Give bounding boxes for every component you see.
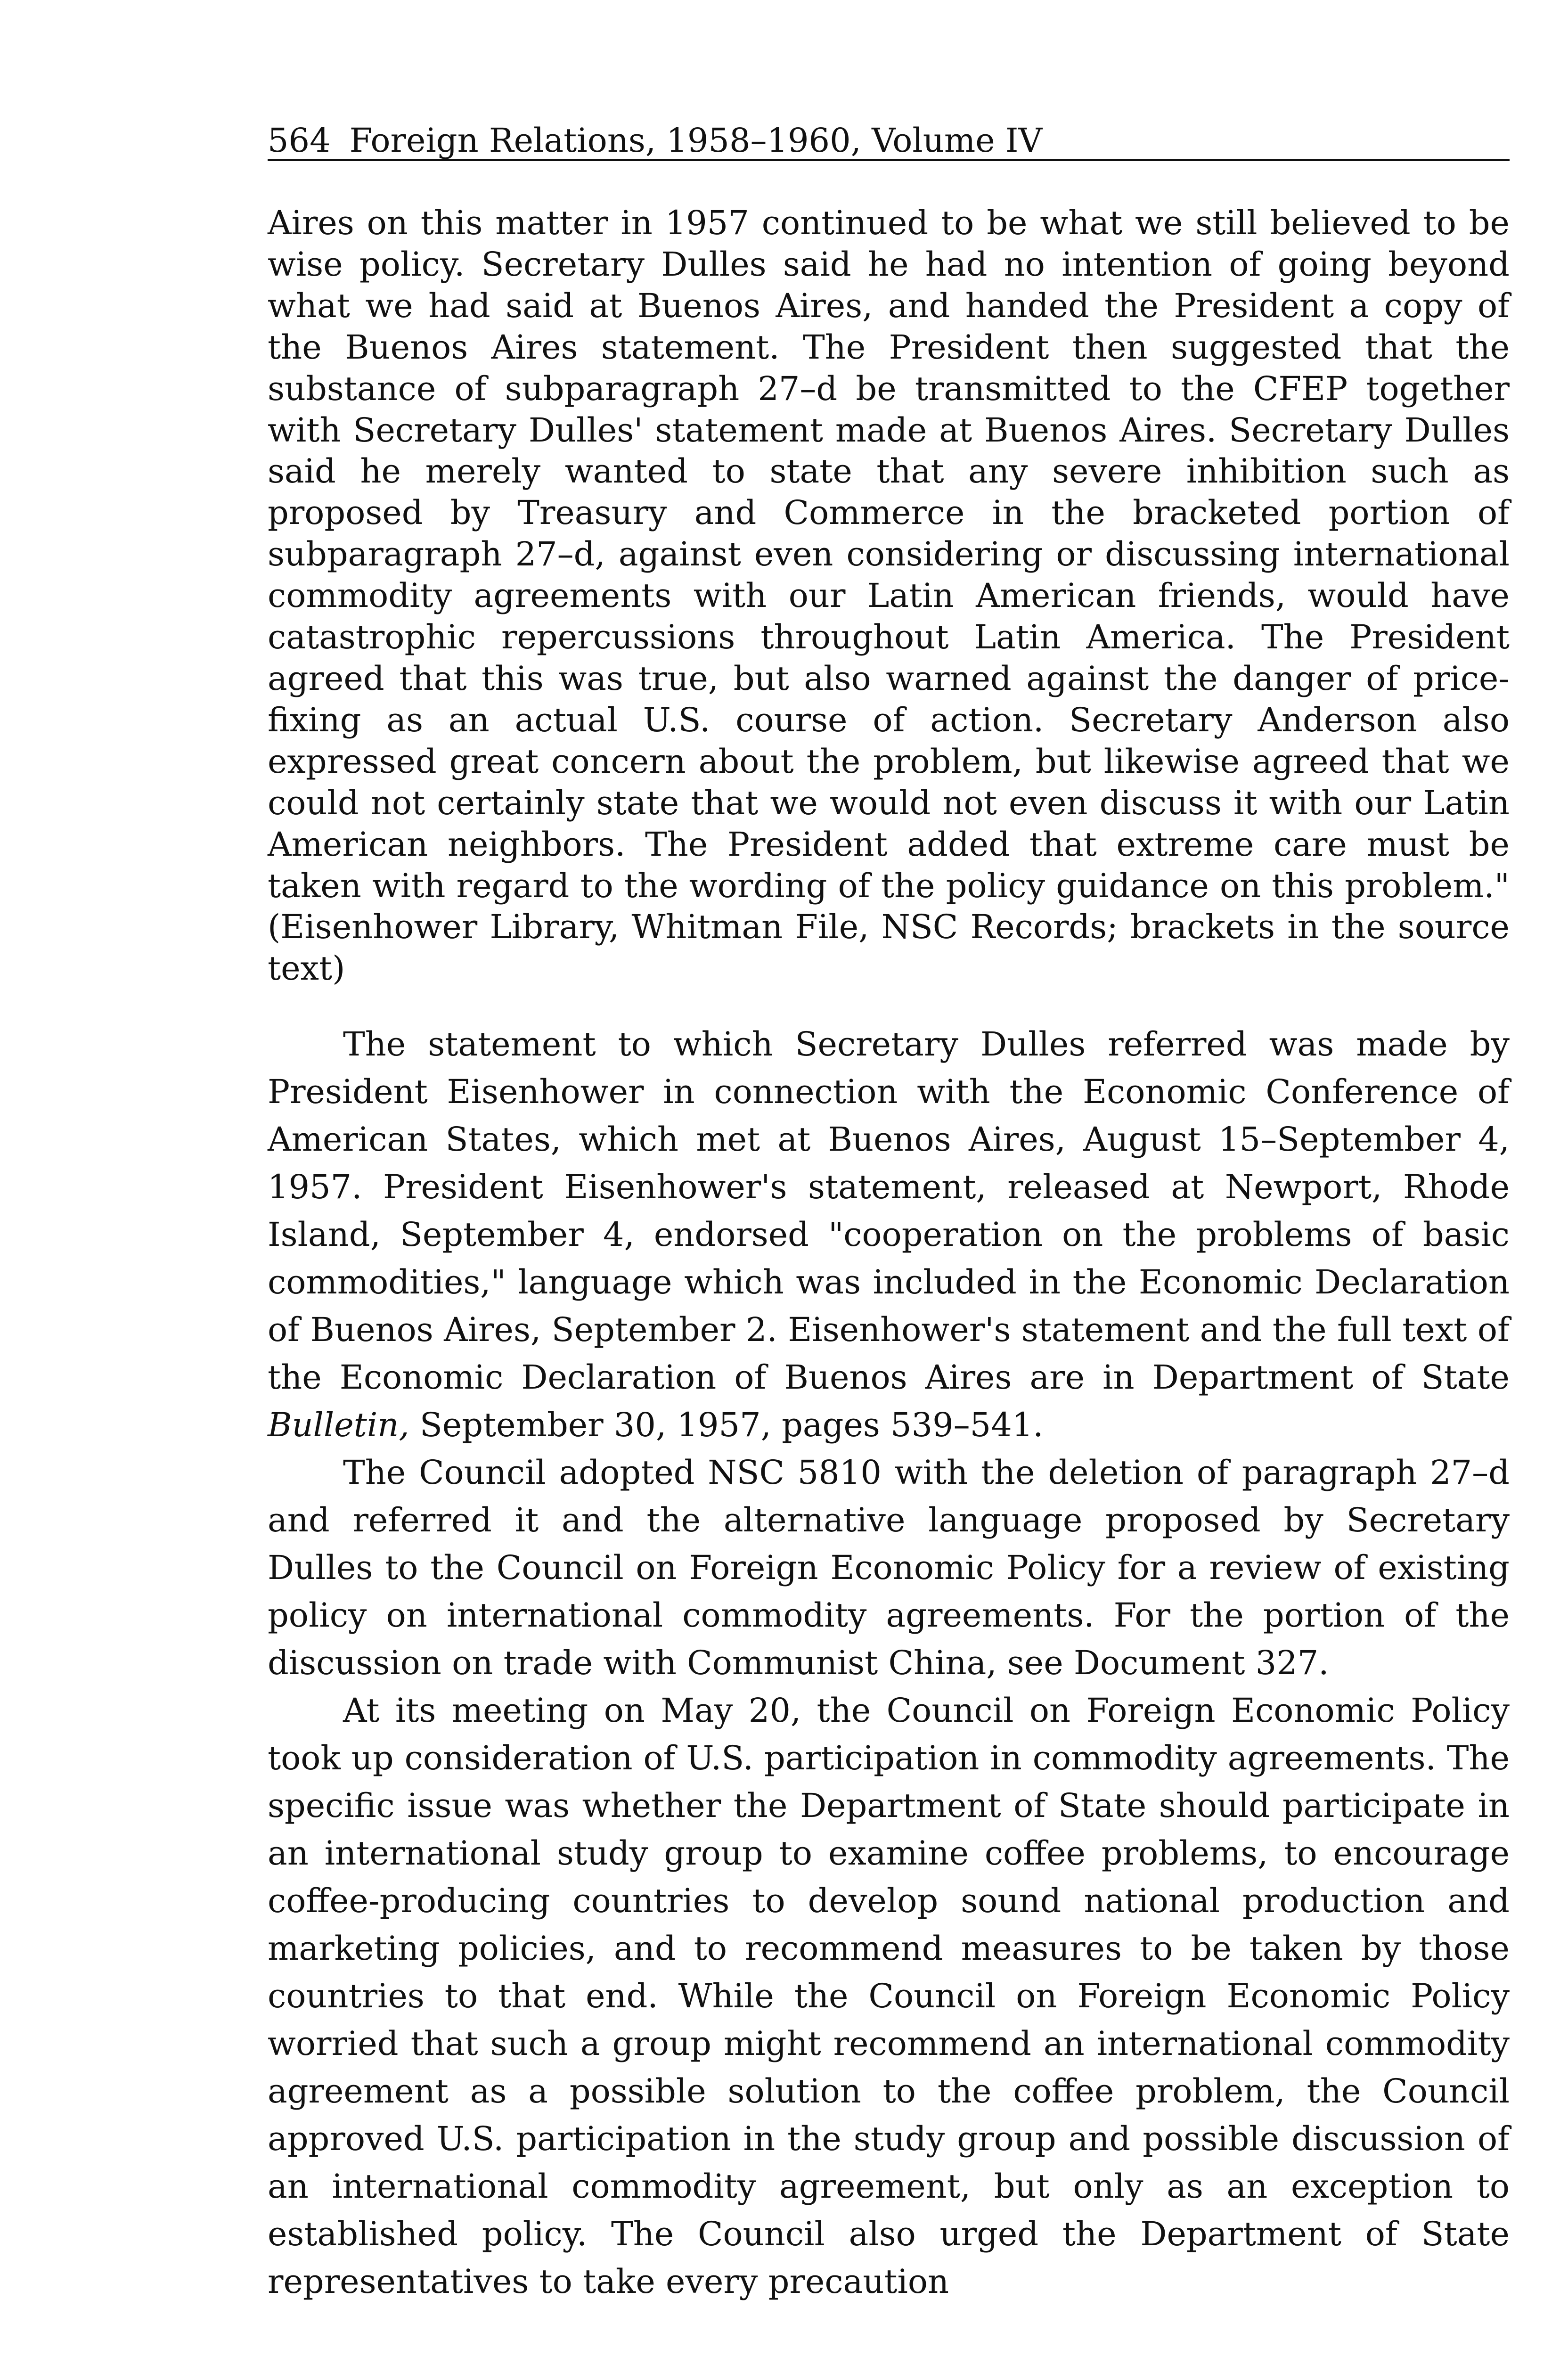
running-head-title: Foreign Relations, 1958–1960, Volume IV — [349, 121, 1043, 160]
page-number: 564 — [268, 121, 331, 160]
publication-title: Bulletin, — [268, 1406, 409, 1444]
quoted-memorandum-continuation — [268, 203, 1510, 990]
quote-paragraph: Aires on this matter in 1957 continued to be what we still believed to be wise policy. Secretary Dulles said he had no intention of going beyond what we had said at Buenos Aires, and handed the President a copy of the Buenos Aires statement. The President then suggested that the substance of subparagraph 27–d be transmitted to the CFEP together with Secretary Dulles' statement made at Buenos Aires. Secretary Dulles said he merely wanted to state that any severe inhibition such as proposed by Treasury and Commerce in the bracketed portion of subparagraph 27–d, against even considering or discussing international commodity agreements with our Latin American friends, would have catastrophic repercussions throughout Latin America. The President agreed that this was true, but also warned against the danger of price-fixing as an actual U.S. course of action. Secretary Anderson also expressed great concern about the problem, but likewise agreed that we could not certainly state that we would not even discuss it with our Latin American neighbors. The President added that extreme care must be taken with regard to the wording of the policy guidance on this problem." (Eisenhower Library, Whitman File, NSC Records; brackets in the source text) — [268, 204, 1510, 988]
paragraph-cfep-meeting: At its meeting on May 20, the Council on Foreign Economic Policy took up consideration of U.S. participation in commodity agreements. The specific issue was whether the Department of State should participate in an international study group to examine coffee problems, to encourage coffee-producing countries to develop sound national production and marketing policies, and to recommend measures to be taken by those countries to that end. While the Council on Foreign Economic Policy worried that such a group might recommend an international commodity agreement as a possible solution to the coffee problem, the Council approved U.S. participation in the study group and possible discussion of an international commodity agreement, but only as an exception to established policy. The Council also urged the Department of State representatives to take every precaution — [268, 1691, 1510, 2301]
paragraph-council-adopted: The Council adopted NSC 5810 with the deletion of paragraph 27–d and referred it and the alternative language proposed by Secretary Dulles to the Council on Foreign Economic Policy for a review of existing policy on international commodity agreements. For the portion of the discussion on trade with Communist China, see Document 327. — [268, 1453, 1510, 1682]
paragraph-statement — [268, 1021, 1510, 1449]
paragraph-statement-end: September 30, 1957, pages 539–541. — [409, 1406, 1044, 1444]
running-head — [268, 122, 1510, 161]
editorial-note-body — [268, 1021, 1510, 2306]
paragraph-statement-text: The statement to which Secretary Dulles referred was made by President Eisenhower in connection with the Economic Conference of American States, which met at Buenos Aires, August 15–September 4, 1957. President Eisenhower's statement, released at Newport, Rhode Island, September 4, endorsed "cooperation on the problems of basic commodities," language which was included in the Economic Declaration of Buenos Aires, September 2. Eisenhower's statement and the full text of the Economic Declaration of Buenos Aires are in Department of State — [268, 1025, 1510, 1397]
